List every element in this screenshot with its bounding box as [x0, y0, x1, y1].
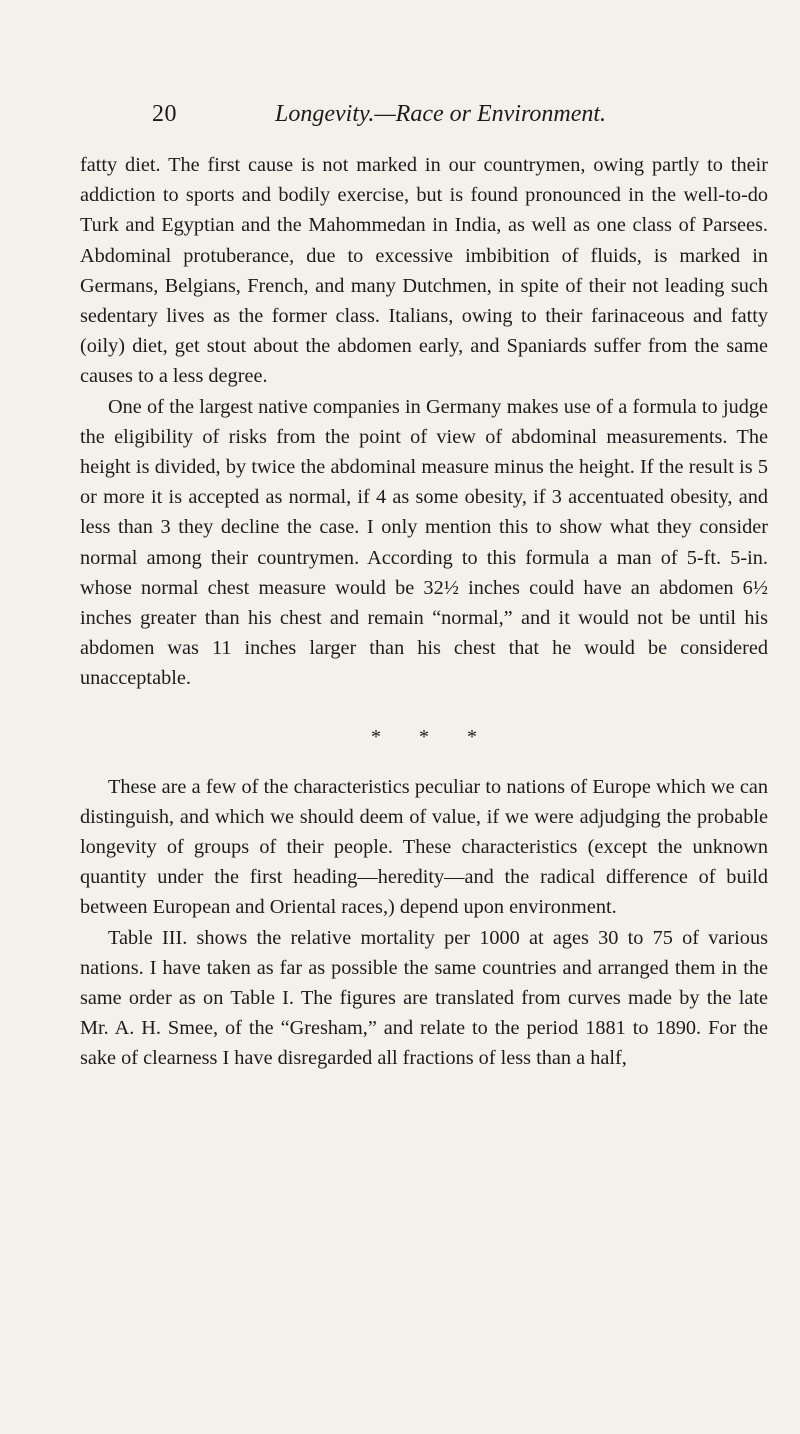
page-number: 20 — [152, 101, 177, 127]
running-title: Longevity.—Race or Environment. — [275, 101, 607, 127]
paragraph-formula: One of the largest native companies in Germany makes use of a formula to judge the eligibility of risks from the point of view of abdominal measurements. The height is divided, by twice the abdominal measure minus the height. If the result is 5 or more it is accepted as normal, if 4 as some obesity, if 3 accentuated obesity, and less than 3 they decline the case. I only mention this to show what they consider normal among their countrymen. According to this formula a man of 5-ft. 5-in. whose normal chest measure would be 32½ inches could have an abdomen 6½ inches greater than his chest and remain “normal,” and it would not be until his abdomen was 11 inches larger than his chest that he would be considered unacceptable. — [80, 395, 768, 690]
asterisk-1: * — [371, 725, 419, 748]
asterisk-3: * — [467, 725, 515, 748]
paragraph-characteristics: These are a few of the characteristics peculiar to nations of Europe which we can distinguish, and which we should deem of value, if we were adjudging the probable longevity of groups of their people. These characteristics (except the unknown quantity under the first heading—heredity—and the radical difference of build between European and Oriental races,) depend upon environment. — [80, 775, 768, 919]
page-header — [0, 101, 800, 141]
paragraph-continuation: fatty diet. The first cause is not marked in our countrymen, owing partly to their addiction to sports and bodily exercise, but is found pronounced in the well-to-do Turk and Egyptian and the Mahommedan in India, as well as one class of Parsees. Abdominal protuberance, due to excessive imbibition of fluids, is marked in Germans, Belgians, French, and many Dutchmen, in spite of their not leading such sedentary lives as the former class. Italians, owing to their farinaceous and fatty (oily) diet, get stout about the abdomen early, and Spaniards suffer from the same causes to a less degree. — [80, 154, 768, 388]
asterisk-2: * — [419, 725, 467, 748]
section-separator — [80, 722, 768, 750]
paragraph-table-iii: Table III. shows the relative mortality per 1000 at ages 30 to 75 of various nations. I have taken as far as possible the same countries and arranged them in the same order as on Table I. The figures are translated from curves made by the late Mr. A. H. Smee, of the “Gresham,” and relate to the period 1881 to 1890. For the sake of clearness I have disregarded all fractions of less than a half, — [80, 926, 768, 1070]
body-text — [80, 150, 768, 1074]
